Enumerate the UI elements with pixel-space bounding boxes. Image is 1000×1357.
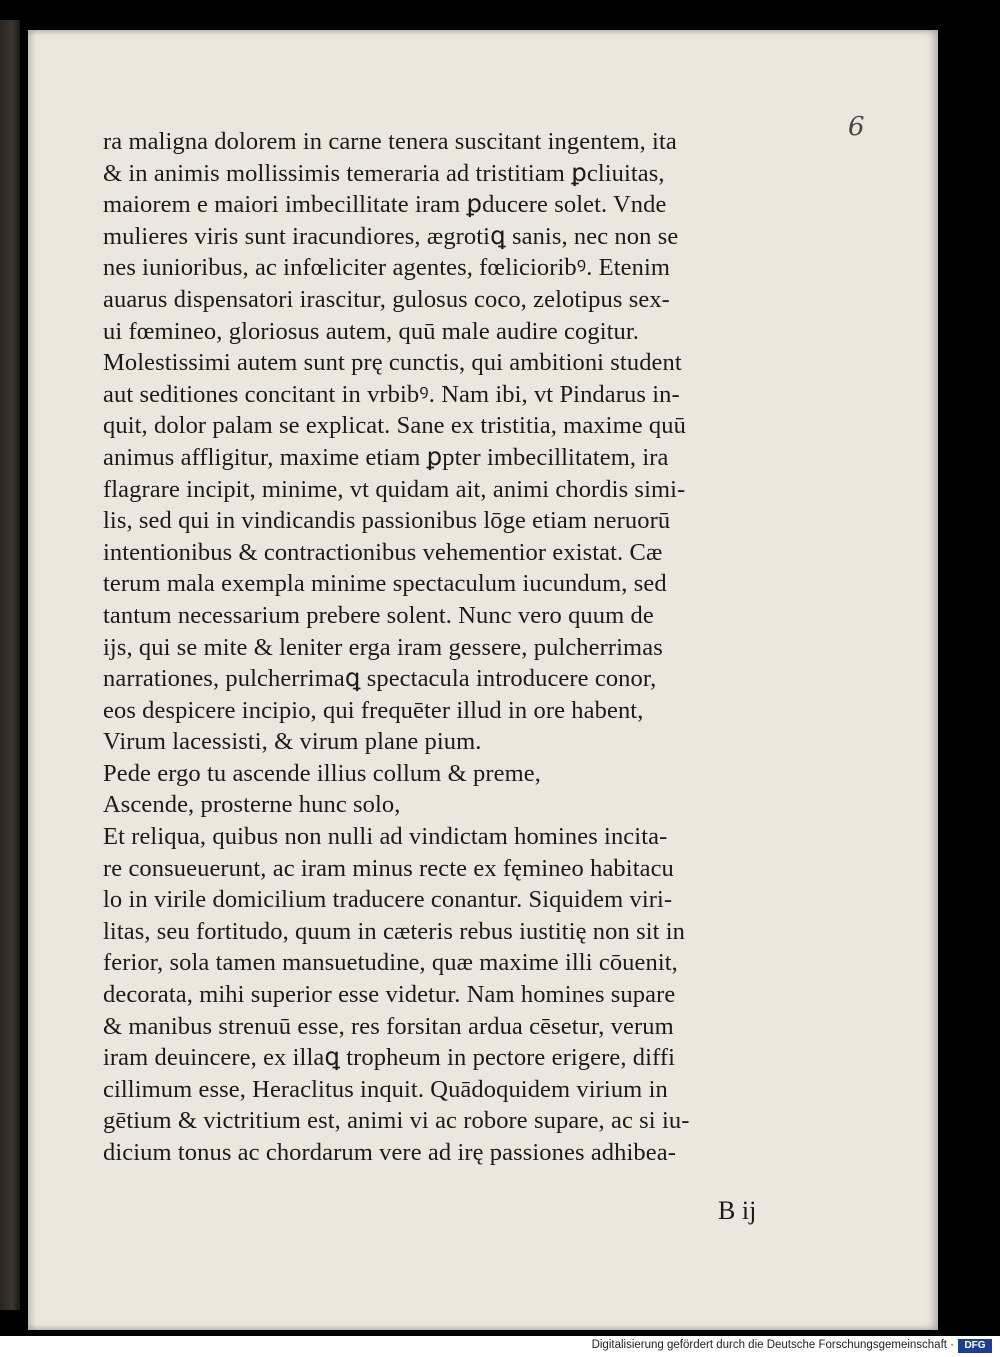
text-line: Ascende, prosterne hunc solo, bbox=[103, 791, 401, 819]
text-line: animus affligitur, maxime etiam ꝑpter imbecillitatem, ira bbox=[103, 443, 669, 471]
dfg-logo: DFG bbox=[958, 1339, 992, 1353]
text-line: decorata, mihi superior esse videtur. Nam homines supare bbox=[103, 981, 676, 1009]
text-line: dicium tonus ac chordarum vere ad irę passiones adhibea- bbox=[103, 1139, 676, 1166]
book-page bbox=[28, 30, 938, 1330]
text-line: intentionibus & contractionibus vehementior existat. Cæ bbox=[103, 538, 663, 566]
text-line: lo in virile domicilium traducere conantur. Siquidem viri- bbox=[103, 886, 673, 914]
text-line: & manibus strenuū esse, res forsitan ardua cēsetur, verum bbox=[103, 1012, 674, 1040]
footer-bar bbox=[0, 1336, 1000, 1357]
text-line: gētium & victritium est, animi vi ac robore supare, ac si iu- bbox=[103, 1107, 690, 1135]
text-line: cillimum esse, Heraclitus inquit. Quādoquidem virium in bbox=[103, 1075, 668, 1103]
text-line: ra maligna dolorem in carne tenera suscitant ingentem, ita bbox=[103, 128, 677, 155]
folio-number: 6 bbox=[848, 112, 865, 142]
text-block bbox=[103, 126, 848, 1169]
signature-mark: B ij bbox=[718, 1196, 757, 1225]
text-line: Virum lacessisti, & virum plane pium. bbox=[103, 728, 482, 756]
text-line: ui fœmineo, gloriosus autem, quū male audire cogitur. bbox=[103, 317, 640, 345]
text-line: narrationes, pulcherrimaꝗ spectacula introducere conor, bbox=[103, 665, 657, 693]
text-line: re consueuerunt, ac iram minus recte ex fęmineo habitacu bbox=[103, 854, 674, 882]
text-line: Pede ergo tu ascende illius collum & preme, bbox=[103, 759, 541, 787]
text-line: ferior, sola tamen mansuetudine, quæ maxime illi cōuenit, bbox=[103, 949, 678, 977]
text-line: litas, seu fortitudo, quum in cæteris rebus iustitię non sit in bbox=[103, 917, 686, 945]
text-line: flagrare incipit, minime, vt quidam ait, animi chordis simi- bbox=[103, 475, 686, 503]
text-line: mulieres viris sunt iracundiores, ægrotiꝗ sanis, nec non se bbox=[103, 222, 679, 250]
text-line: tantum necessarium prebere solent. Nunc vero quum de bbox=[103, 601, 654, 629]
text-line: Et reliqua, quibus non nulli ad vindictam homines incita- bbox=[103, 823, 668, 851]
text-line: aut seditiones concitant in vrbibꝰ. Nam ibi, vt Pindarus in- bbox=[103, 380, 680, 408]
text-line: terum mala exempla minime spectaculum iucundum, sed bbox=[103, 570, 667, 598]
text-line: nes iunioribus, ac infœliciter agentes, fœlicioribꝰ. Etenim bbox=[103, 254, 671, 282]
funding-credit: Digitalisierung gefördert durch die Deutsche Forschungsgemeinschaft · bbox=[591, 1339, 954, 1351]
text-line: & in animis mollissimis temeraria ad tristitiam ꝑcliuitas, bbox=[103, 159, 665, 187]
text-line: ijs, qui se mite & leniter erga iram gessere, pulcherrimas bbox=[103, 633, 663, 661]
text-line: Molestissimi autem sunt prę cunctis, qui ambitioni student bbox=[103, 349, 682, 377]
text-line: quit, dolor palam se explicat. Sane ex tristitia, maxime quū bbox=[103, 412, 686, 440]
text-line: eos despicere incipio, qui frequēter illud in ore habent, bbox=[103, 696, 644, 724]
text-line: lis, sed qui in vindicandis passionibus lōge etiam neruorū bbox=[103, 507, 671, 535]
text-line: auarus dispensatori irascitur, gulosus coco, zelotipus sex- bbox=[103, 285, 670, 313]
text-line: maiorem e maiori imbecillitate iram ꝑducere solet. Vnde bbox=[103, 191, 667, 219]
text-line: iram deuincere, ex illaꝗ tropheum in pectore erigere, diffi bbox=[103, 1044, 676, 1072]
book-spine bbox=[0, 20, 20, 1310]
